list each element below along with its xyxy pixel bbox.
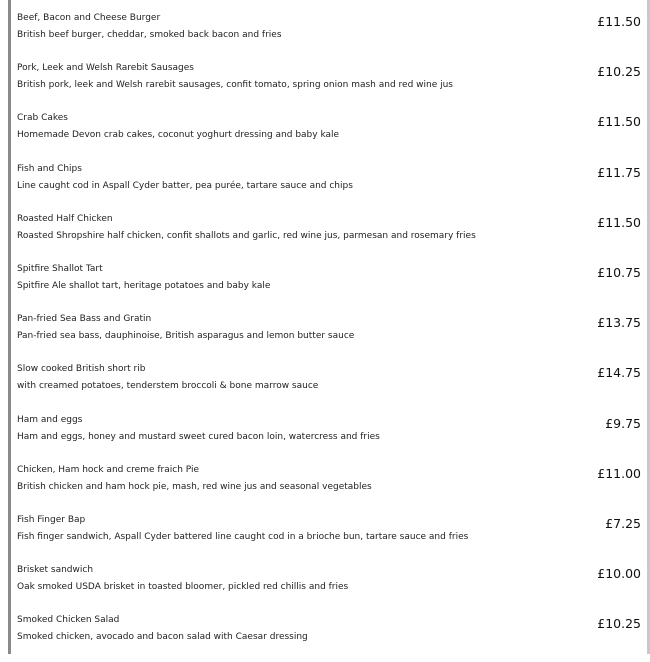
dish-price: £11.50 xyxy=(597,214,641,230)
dish-description: British beef burger, cheddar, smoked back bacon and fries xyxy=(17,30,282,40)
dish-price: £10.75 xyxy=(597,265,641,280)
dish-name: Pan-fried Sea Bass and Gratin xyxy=(17,314,152,325)
dish-name: Fish and Chips xyxy=(17,163,82,174)
menu-item xyxy=(17,60,641,110)
dish-name: Slow cooked British short rib xyxy=(17,364,146,375)
dish-price: £10.25 xyxy=(597,64,641,80)
dish-price: £11.50 xyxy=(597,14,641,29)
dish-description: Homemade Devon crab cakes, coconut yoghurt dressing and baby kale xyxy=(17,130,340,141)
dish-description: Roasted Shropshire half chicken, confit shallots and garlic, red wine jus, parmesan and rosemary fries xyxy=(17,230,476,241)
dish-description: Spitfire Ale shallot tart, heritage potatoes and baby kale xyxy=(17,281,271,291)
dish-price: £10.00 xyxy=(597,566,641,582)
dish-name: Fish Finger Bap xyxy=(17,515,86,525)
menu-item xyxy=(17,412,641,462)
dish-price: £9.75 xyxy=(605,415,641,431)
dish-description: British pork, leek and Welsh rarebit sausages, confit tomato, spring onion mash and red wine jus xyxy=(17,80,453,91)
menu-item xyxy=(17,211,641,261)
menu-item xyxy=(17,311,641,361)
menu-item xyxy=(17,261,641,311)
dish-price: £10.25 xyxy=(597,616,641,632)
dish-price: £13.75 xyxy=(597,315,641,331)
menu-item xyxy=(17,612,641,662)
menu-item xyxy=(17,10,641,60)
dish-name: Smoked Chicken Salad xyxy=(17,615,120,626)
dish-description: Smoked chicken, avocado and bacon salad with Caesar dressing xyxy=(17,632,308,643)
dish-description: Ham and eggs, honey and mustard sweet cured bacon loin, watercress and fries xyxy=(17,431,380,442)
dish-price: £11.50 xyxy=(597,114,641,130)
menu-item xyxy=(17,462,641,512)
dish-price: £11.75 xyxy=(597,164,641,180)
dish-description: Fish finger sandwich, Aspall Cyder battered line caught cod in a brioche bun, tartare sauce and fries xyxy=(17,532,469,542)
dish-price: £14.75 xyxy=(597,365,641,381)
dish-description: Pan-fried sea bass, dauphinoise, British asparagus and lemon butter sauce xyxy=(17,331,355,342)
dish-description: with creamed potatoes, tenderstem broccoli & bone marrow sauce xyxy=(17,381,319,392)
dish-name: Ham and eggs xyxy=(17,414,83,425)
dish-name: Brisket sandwich xyxy=(17,565,94,576)
dish-name: Roasted Half Chicken xyxy=(17,213,113,224)
dish-description: Line caught cod in Aspall Cyder batter, pea purée, tartare sauce and chips xyxy=(17,180,353,191)
menu-item xyxy=(17,161,641,211)
menu-item xyxy=(17,562,641,612)
menu-item xyxy=(17,361,641,411)
dish-price: £7.25 xyxy=(605,516,641,531)
dish-name: Chicken, Ham hock and creme fraich Pie xyxy=(17,464,200,475)
menu-item xyxy=(17,110,641,160)
dish-name: Spitfire Shallot Tart xyxy=(17,264,103,274)
dish-description: Oak smoked USDA brisket in toasted bloomer, pickled red chillis and fries xyxy=(17,582,349,593)
dish-name: Crab Cakes xyxy=(17,113,68,124)
menu-item xyxy=(17,512,641,562)
dish-description: British chicken and ham hock pie, mash, red wine jus and seasonal vegetables xyxy=(17,481,372,492)
dish-name: Beef, Bacon and Cheese Burger xyxy=(17,13,161,23)
dish-price: £11.00 xyxy=(597,465,641,481)
dish-name: Pork, Leek and Welsh Rarebit Sausages xyxy=(17,63,194,74)
